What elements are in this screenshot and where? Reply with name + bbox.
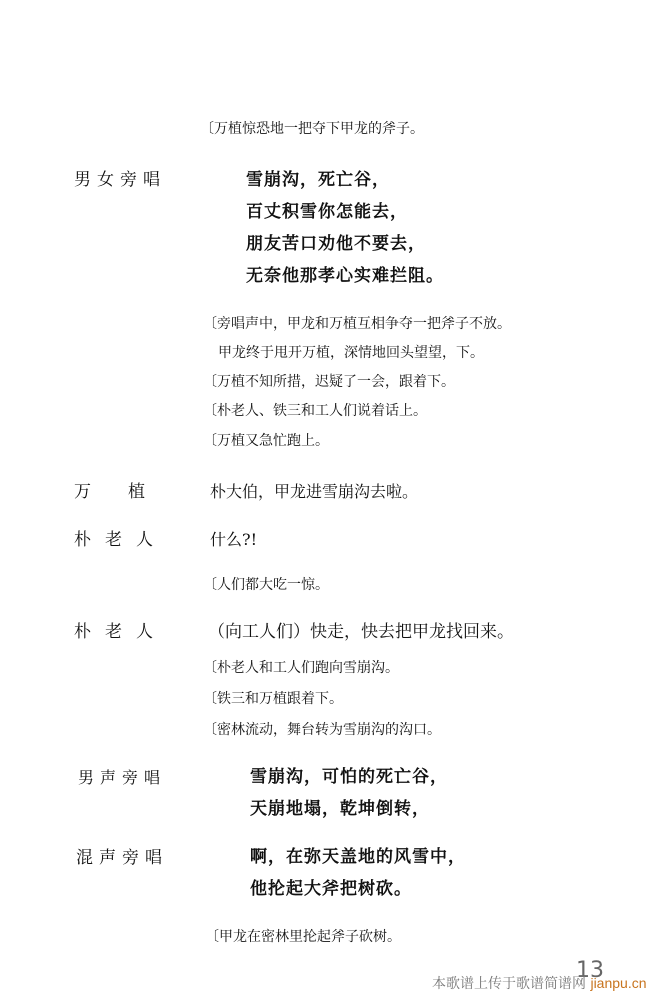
stage-direction: 〔朴老人、铁三和工人们说着话上。 [203, 403, 427, 419]
watermark [432, 976, 647, 991]
role-name: 朴老人 [74, 622, 167, 642]
role-name: 朴老人 [74, 530, 167, 550]
dialogue-line: （向工人们）快走，快去把甲龙找回来。 [208, 622, 514, 642]
lyric-line: 无奈他那孝心实难拦阻。 [246, 266, 444, 286]
stage-direction: 甲龙终于甩开万植，深情地回头望望，下。 [218, 345, 484, 361]
lyric-line: 啊，在弥天盖地的风雪中， [250, 847, 466, 867]
page-number: 13 [576, 958, 604, 983]
dialogue-line: 朴大伯，甲龙进雪崩沟去啦。 [210, 482, 419, 501]
lyric-line: 雪崩沟，可怕的死亡谷， [250, 767, 448, 787]
dialogue-line: 什么?! [210, 530, 258, 549]
stage-direction: 〔人们都大吃一惊。 [203, 577, 329, 593]
watermark-site: jianpu.cn [590, 975, 647, 991]
role-name: 男声旁唱 [78, 768, 167, 787]
lyric-line: 他抡起大斧把树砍。 [250, 879, 412, 899]
role-name: 男女旁唱 [74, 170, 166, 190]
lyric-line: 百丈积雪你怎能去， [246, 202, 408, 222]
stage-direction: 〔万植惊恐地一把夺下甲龙的斧子。 [200, 121, 424, 137]
stage-direction: 〔万植又急忙跑上。 [203, 433, 329, 449]
lyric-line: 天崩地塌，乾坤倒转， [250, 799, 430, 819]
lyric-line: 雪崩沟，死亡谷， [246, 170, 390, 190]
role-name: 混声旁唱 [76, 848, 168, 868]
stage-direction: 〔朴老人和工人们跑向雪崩沟。 [203, 660, 399, 676]
stage-direction: 〔旁唱声中，甲龙和万植互相争夺一把斧子不放。 [203, 316, 511, 332]
stage-direction: 〔甲龙在密林里抡起斧子砍树。 [205, 929, 401, 945]
stage-direction: 〔密林流动，舞台转为雪崩沟的沟口。 [203, 722, 441, 738]
role-name: 万 植 [74, 482, 155, 502]
stage-direction: 〔万植不知所措，迟疑了一会，跟着下。 [203, 374, 455, 390]
watermark-text: 本歌谱上传于歌谱简谱网 [432, 976, 586, 992]
lyric-line: 朋友苦口劝他不要去， [246, 234, 426, 254]
stage-direction: 〔铁三和万植跟着下。 [203, 691, 343, 707]
